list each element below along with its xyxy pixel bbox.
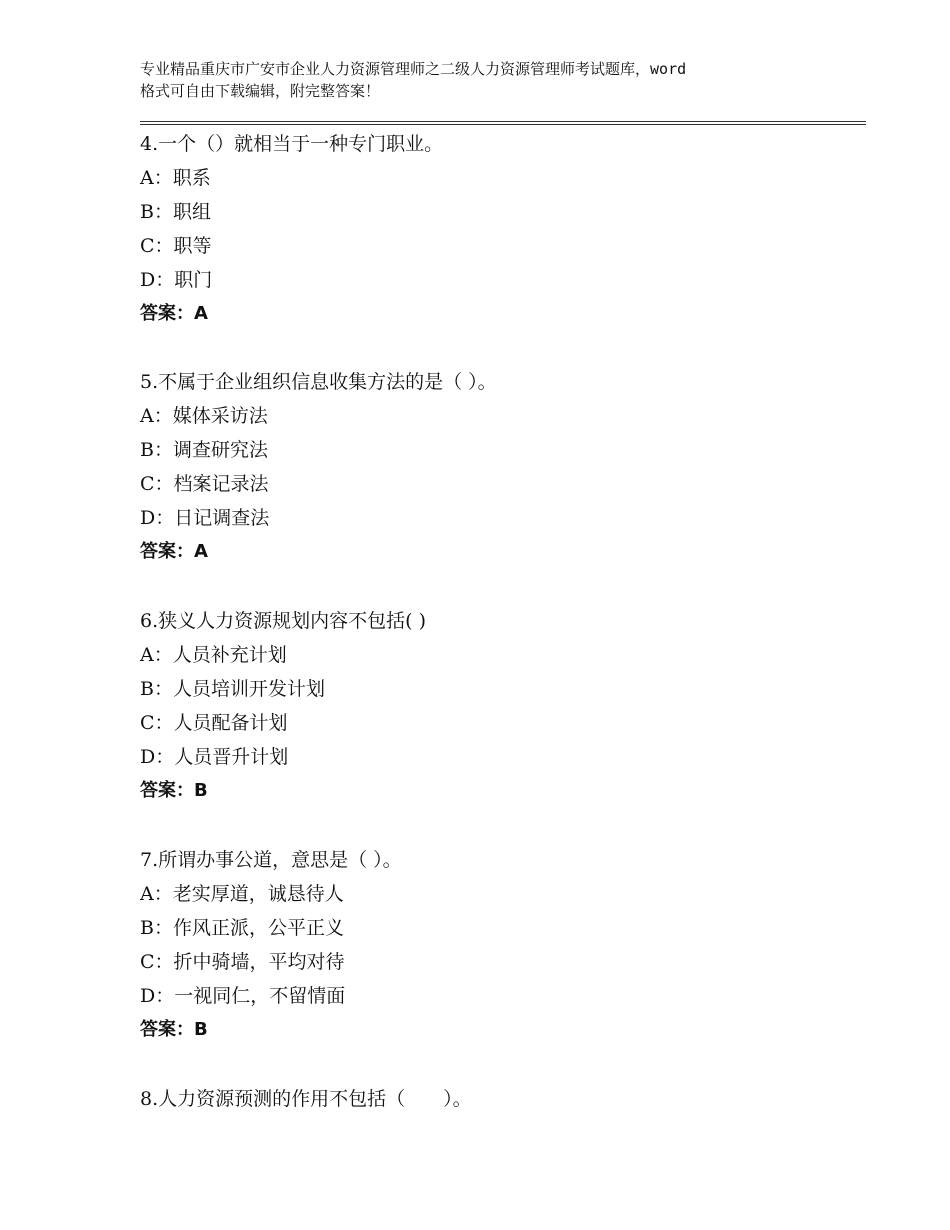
option-c: C：职等	[140, 235, 212, 257]
question-5	[140, 365, 860, 569]
header-line-2: 格式可自由下载编辑，附完整答案！	[140, 82, 381, 100]
option-b: B：调查研究法	[140, 439, 268, 461]
option-c: C：折中骑墙，平均对待	[140, 951, 345, 973]
option-d: D：日记调查法	[140, 507, 270, 529]
question-stem: 4.一个（）就相当于一种专门职业。	[140, 133, 444, 155]
answer-label: 答案：B	[140, 1019, 208, 1040]
answer-label: 答案：A	[140, 541, 208, 562]
answer-label: 答案：B	[140, 780, 208, 801]
answer-label: 答案：A	[140, 303, 208, 324]
header-divider	[140, 121, 866, 125]
option-c: C：档案记录法	[140, 473, 269, 495]
option-b: B：作风正派，公平正义	[140, 917, 344, 939]
option-b: B：人员培训开发计划	[140, 678, 325, 700]
question-7	[140, 843, 860, 1047]
option-d: D：职门	[140, 269, 213, 291]
document-header	[140, 58, 840, 102]
question-6	[140, 604, 860, 808]
option-a: A：职系	[140, 167, 211, 189]
question-4	[140, 127, 860, 331]
option-a: A：媒体采访法	[140, 405, 268, 427]
option-a: A：人员补充计划	[140, 644, 287, 666]
question-8	[140, 1082, 860, 1116]
header-line-1: 专业精品重庆市广安市企业人力资源管理师之二级人力资源管理师考试题库，word	[140, 60, 687, 78]
question-stem: 5.不属于企业组织信息收集方法的是（ ）。	[140, 371, 497, 393]
option-c: C：人员配备计划	[140, 712, 288, 734]
option-d: D：一视同仁，不留情面	[140, 985, 346, 1007]
option-d: D：人员晋升计划	[140, 746, 289, 768]
question-stem: 8.人力资源预测的作用不包括（ ）。	[140, 1088, 472, 1110]
question-stem: 6.狭义人力资源规划内容不包括( )	[140, 610, 426, 632]
option-b: B：职组	[140, 201, 211, 223]
question-stem: 7.所谓办事公道，意思是（ ）。	[140, 849, 402, 871]
option-a: A：老实厚道，诚恳待人	[140, 883, 344, 905]
